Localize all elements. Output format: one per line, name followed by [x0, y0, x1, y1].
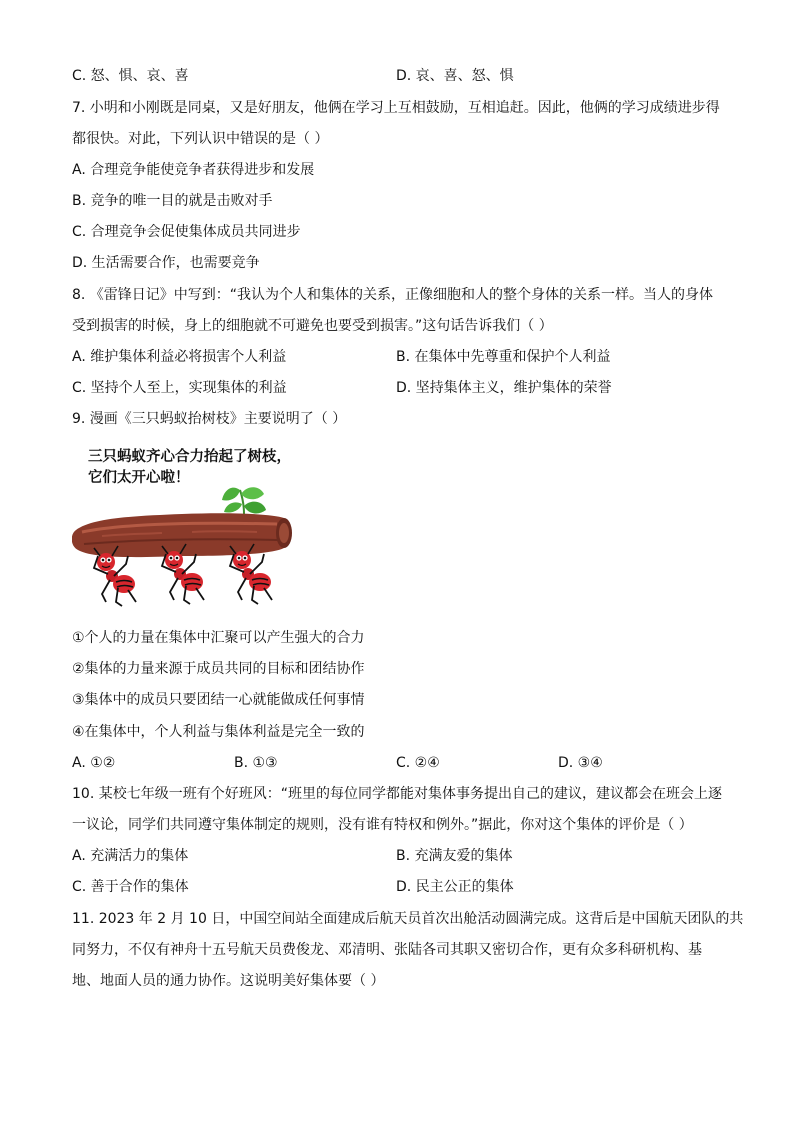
q10-stem-line1: 10. 某校七年级一班有个好班风：“班里的每位同学都能对集体事务提出自己的建议，建议都会在班会上逐	[72, 786, 722, 802]
q9-stem: 9. 漫画《三只蚂蚁抬树枝》主要说明了（ ）	[72, 411, 347, 427]
q10-stem-line2: 一议论，同学们共同遵守集体制定的规则，没有谁有特权和例外。”据此，你对这个集体的评价是（ ）	[72, 817, 693, 833]
q8-option-d: D. 坚持集体主义，维护集体的荣誉	[396, 380, 612, 396]
q9-option-c: C. ②④	[396, 755, 440, 771]
q7-option-d: D. 生活需要合作，也需要竞争	[72, 255, 260, 271]
q10-option-d: D. 民主公正的集体	[396, 879, 514, 895]
q8-stem-line1: 8. 《雷锋日记》中写到：“我认为个人和集体的关系，正像细胞和人的整个身体的关系一样。当人的身体	[72, 287, 714, 303]
q9-statement-4: ④在集体中，个人利益与集体利益是完全一致的	[72, 724, 365, 740]
q7-stem-line1: 7. 小明和小刚既是同桌，又是好朋友，他俩在学习上互相鼓励，互相追赶。因此，他俩的学习成绩进步得	[72, 100, 720, 116]
q8-option-a: A. 维护集体利益必将损害个人利益	[72, 349, 287, 365]
q11-stem-line2: 同努力，不仅有神舟十五号航天员费俊龙、邓清明、张陆各司其职又密切合作，更有众多科研机构、基	[72, 942, 702, 958]
q10-option-c: C. 善于合作的集体	[72, 879, 189, 895]
q9-option-b: B. ①③	[234, 755, 278, 771]
q9-statement-1: ①个人的力量在集体中汇聚可以产生强大的合力	[72, 630, 365, 646]
cartoon-caption-line1: 三只蚂蚁齐心合力抬起了树枝，	[88, 449, 291, 465]
q7-stem-line2: 都很快。对此，下列认识中错误的是（ ）	[72, 131, 329, 147]
q10-option-b: B. 充满友爱的集体	[396, 848, 513, 864]
q11-stem-line3: 地、地面人员的通力协作。这说明美好集体要（ ）	[72, 973, 385, 989]
q6-option-d: D. 哀、喜、怒、惧	[396, 68, 514, 84]
q8-stem-line2: 受到损害的时候，身上的细胞就不可避免也要受到损害。”这句话告诉我们（ ）	[72, 318, 553, 334]
q8-option-b: B. 在集体中先尊重和保护个人利益	[396, 349, 611, 365]
q11-stem-line1: 11. 2023 年 2 月 10 日，中国空间站全面建成后航天员首次出舱活动圆满完成。这背后是中国航天团队的共	[72, 911, 744, 927]
q10-option-a: A. 充满活力的集体	[72, 848, 189, 864]
q7-option-a: A. 合理竞争能使竞争者获得进步和发展	[72, 162, 315, 178]
q9-option-d: D. ③④	[558, 755, 603, 771]
cartoon-caption-line2: 它们太开心啦！	[88, 470, 190, 486]
q8-option-c: C. 坚持个人至上，实现集体的利益	[72, 380, 287, 396]
q9-option-a: A. ①②	[72, 755, 116, 771]
q7-option-c: C. 合理竞争会促使集体成员共同进步	[72, 224, 301, 240]
q9-statement-2: ②集体的力量来源于成员共同的目标和团结协作	[72, 661, 365, 677]
ants-illustration	[72, 484, 294, 614]
q6-option-c: C. 怒、惧、哀、喜	[72, 68, 189, 84]
q7-option-b: B. 竞争的唯一目的就是击败对手	[72, 193, 273, 209]
q9-statement-3: ③集体中的成员只要团结一心就能做成任何事情	[72, 692, 365, 708]
ants-carrying-branch-cartoon	[72, 440, 294, 616]
